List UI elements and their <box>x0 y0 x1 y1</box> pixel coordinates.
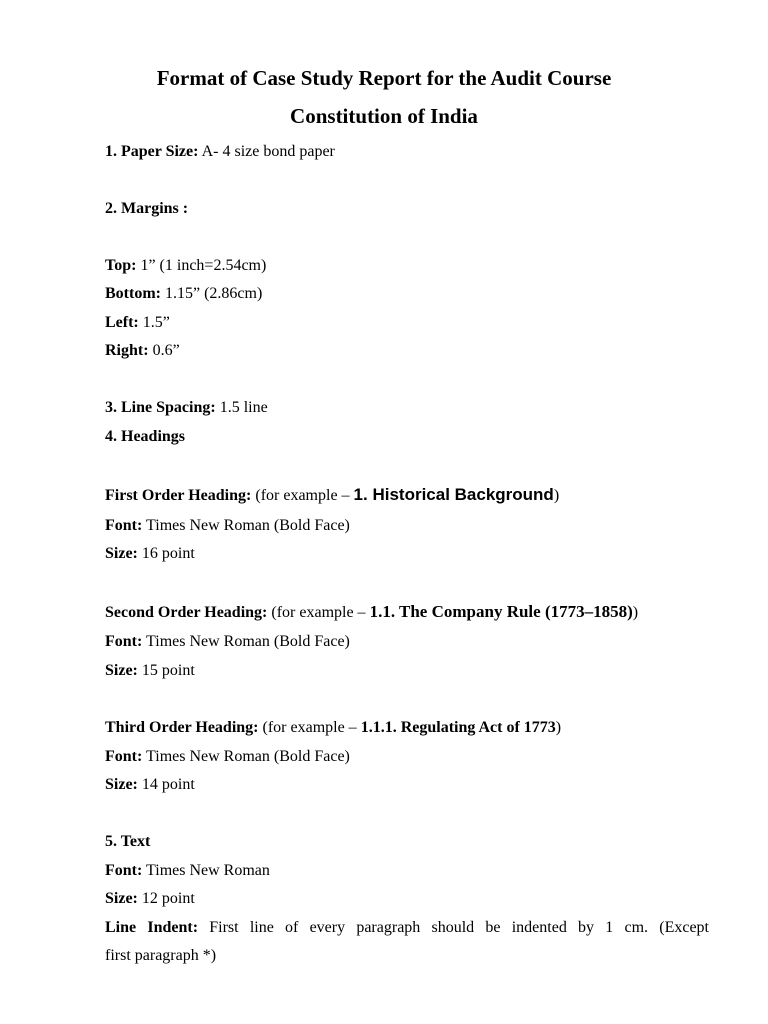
text-size-line <box>105 889 709 909</box>
text-size-value: 12 point <box>137 890 195 907</box>
text-heading: 5. Text <box>105 833 151 850</box>
second-order-heading-line <box>105 602 709 623</box>
line-spacing-line <box>105 398 709 418</box>
margin-bottom-label: Bottom: <box>105 285 161 302</box>
margin-bottom-line <box>105 284 709 304</box>
first-order-size-value: 16 point <box>137 545 195 562</box>
line-indent-line <box>105 918 709 938</box>
first-order-suffix: ) <box>553 487 560 504</box>
first-order-font-label: Font: <box>105 517 143 534</box>
margin-right-value: 0.6” <box>148 342 180 359</box>
third-order-font-value: Times New Roman (Bold Face) <box>142 748 350 765</box>
first-order-size-label: Size: <box>105 545 138 562</box>
third-order-size-label: Size: <box>105 776 138 793</box>
third-order-suffix: ) <box>555 719 562 736</box>
text-font-value: Times New Roman <box>142 862 270 879</box>
third-order-size-line <box>105 775 709 795</box>
paper-size-line <box>105 142 709 162</box>
margin-top-value: 1” (1 inch=2.54cm) <box>136 257 267 274</box>
text-size-label: Size: <box>105 890 138 907</box>
margin-left-line <box>105 313 709 333</box>
headings-heading: 4. Headings <box>105 428 186 445</box>
document-title: Format of Case Study Report for the Audit Course <box>156 66 612 90</box>
third-order-font-label: Font: <box>105 748 143 765</box>
first-order-prefix: (for example – <box>251 487 354 504</box>
second-order-font-line <box>105 632 709 652</box>
first-order-heading-line <box>105 485 709 506</box>
third-order-font-line <box>105 747 709 767</box>
line-indent-continued: first paragraph *) <box>105 947 217 964</box>
third-order-prefix: (for example – <box>258 719 361 736</box>
margin-left-label: Left: <box>105 314 139 331</box>
line-indent-label: Line Indent: <box>105 919 199 936</box>
paper-size-value: A- 4 size bond paper <box>198 143 335 160</box>
first-order-font-line <box>105 516 709 536</box>
text-font-label: Font: <box>105 862 143 879</box>
first-order-example: 1. Historical Background <box>353 485 554 504</box>
second-order-size-label: Size: <box>105 662 138 679</box>
first-order-size-line <box>105 544 709 564</box>
third-order-heading-line <box>105 718 709 738</box>
line-spacing-value: 1.5 line <box>215 399 268 416</box>
second-order-example-years: (1773–1858) <box>540 602 633 621</box>
second-order-prefix: (for example – <box>267 604 370 621</box>
second-order-size-value: 15 point <box>137 662 195 679</box>
paper-size-label: 1. Paper Size: <box>105 143 199 160</box>
first-order-label: First Order Heading: <box>105 487 252 504</box>
second-order-example: 1.1. The Company Rule <box>369 602 541 621</box>
margins-heading: 2. Margins : <box>105 200 189 217</box>
first-order-font-value: Times New Roman (Bold Face) <box>142 517 350 534</box>
third-order-size-value: 14 point <box>137 776 195 793</box>
second-order-label: Second Order Heading: <box>105 604 268 621</box>
margin-top-label: Top: <box>105 257 137 274</box>
second-order-suffix: ) <box>632 604 639 621</box>
third-order-example: 1.1.1. Regulating Act of 1773 <box>360 719 556 736</box>
document-subtitle: Constitution of India <box>290 104 478 128</box>
second-order-font-label: Font: <box>105 633 143 650</box>
margin-top-line <box>105 256 709 276</box>
second-order-size-line <box>105 661 709 681</box>
text-font-line <box>105 861 709 881</box>
line-indent-value: First line of every paragraph should be indented by 1 cm. (Except <box>198 919 710 936</box>
third-order-label: Third Order Heading: <box>105 719 259 736</box>
margin-bottom-value: 1.15” (2.86cm) <box>160 285 263 302</box>
margin-right-label: Right: <box>105 342 149 359</box>
margin-right-line <box>105 341 709 361</box>
margin-left-value: 1.5” <box>138 314 170 331</box>
line-spacing-label: 3. Line Spacing: <box>105 399 216 416</box>
second-order-font-value: Times New Roman (Bold Face) <box>142 633 350 650</box>
